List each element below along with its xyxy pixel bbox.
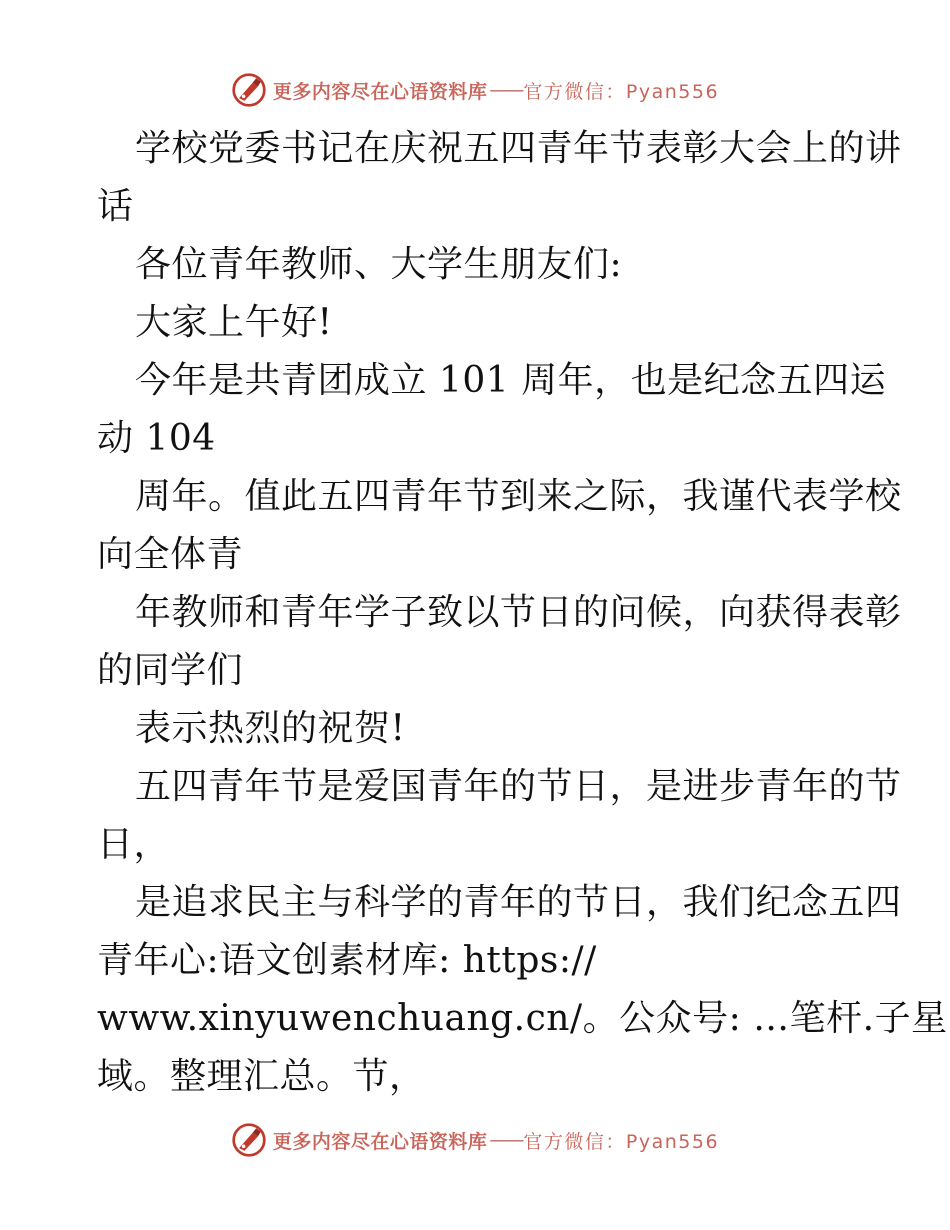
paragraph-line: 的同学们 <box>97 650 244 691</box>
footer-banner-text: 更多内容尽在心语资料库 <box>272 1130 488 1153</box>
header-banner-dash: —— <box>489 79 522 101</box>
paragraph-line: 五四青年节是爱国青年的节日，是进步青年的节 <box>135 766 902 807</box>
paragraph-line: 动 104 <box>97 418 216 459</box>
pen-nib-logo-icon <box>231 1122 267 1158</box>
paragraph-line: 向全体青 <box>97 534 244 575</box>
footer-banner <box>0 1120 950 1160</box>
paragraph-line: 是追求民主与科学的青年的节日，我们纪念五四 <box>135 882 902 923</box>
paragraph-line: 年教师和青年学子致以节日的问候，向获得表彰 <box>135 592 902 633</box>
document-title-continued: 话 <box>97 186 134 227</box>
document-body <box>97 120 948 1106</box>
paragraph-line: www.xinyuwenchuang.cn/。公众号: …笔杆.子星 <box>97 998 948 1039</box>
footer-banner-dash: —— <box>489 1129 522 1151</box>
paragraph-line: 青年心:语文创素材库: https:// <box>97 940 597 981</box>
salutation: 各位青年教师、大学生朋友们: <box>135 244 623 285</box>
header-banner-text: 更多内容尽在心语资料库 <box>272 80 488 103</box>
header-banner-contact: 官方微信：Pyan556 <box>523 80 720 103</box>
paragraph-line: 周年。值此五四青年节到来之际，我谨代表学校 <box>135 476 902 517</box>
paragraph-line: 今年是共青团成立 101 周年，也是纪念五四运 <box>135 360 887 401</box>
greeting: 大家上午好! <box>135 302 333 343</box>
header-banner <box>0 70 950 110</box>
document-title: 学校党委书记在庆祝五四青年节表彰大会上的讲 <box>135 128 902 169</box>
paragraph-line: 日， <box>97 824 171 865</box>
pen-nib-logo-icon <box>231 72 267 108</box>
footer-banner-contact: 官方微信：Pyan556 <box>523 1130 720 1153</box>
paragraph-line: 表示热烈的祝贺! <box>135 708 406 749</box>
paragraph-line: 域。整理汇总。节， <box>97 1056 426 1097</box>
